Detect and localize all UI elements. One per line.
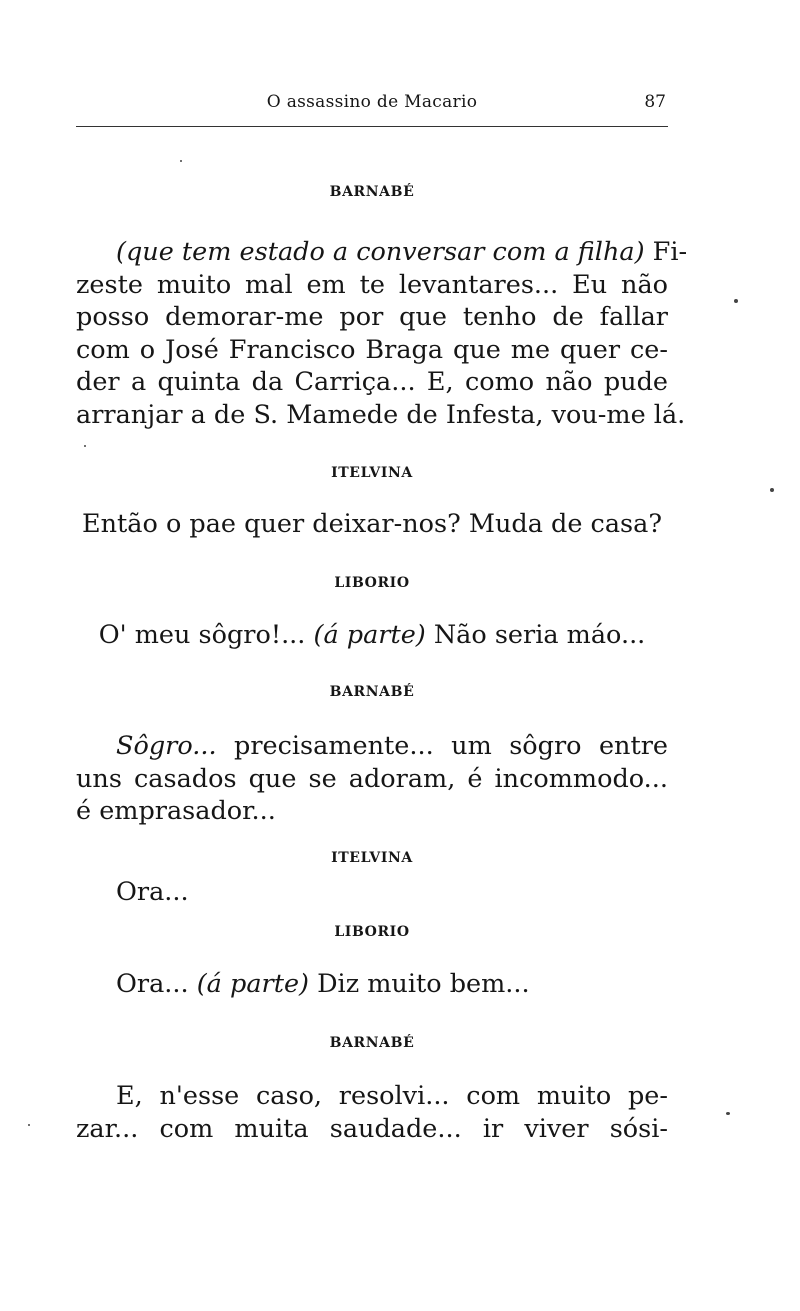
- speech-line: é emprasador...: [76, 796, 276, 826]
- speaker-name: ITELVINA: [331, 465, 413, 481]
- speech-paragraph: [76, 619, 668, 652]
- speaker-name: LIBORIO: [334, 924, 410, 940]
- header-rule: [76, 126, 668, 127]
- speech-line: com o José Francisco Braga que me quer ce-: [76, 334, 668, 365]
- scan-speck: [28, 1124, 30, 1126]
- speech-paragraph: [76, 968, 668, 1001]
- speech-line: E, n'esse caso, resolvi... com muito pe-: [116, 1081, 668, 1111]
- speech-line: Ora... (á parte) Diz muito bem...: [116, 969, 530, 999]
- speech-line: Sôgro... precisamente... um sôgro entre: [116, 731, 668, 761]
- speech-line: Então o pae quer deixar-nos? Muda de casa?: [82, 509, 662, 539]
- stage-direction: (á parte): [196, 969, 309, 999]
- page-number: 87: [644, 92, 666, 112]
- speaker-name: LIBORIO: [334, 575, 410, 591]
- scan-speck: [726, 1112, 730, 1115]
- speech-text: O' meu sôgro!...: [98, 620, 314, 650]
- running-header: [76, 92, 668, 122]
- speech-line: zeste muito mal em te levantares... Eu não: [76, 269, 668, 300]
- speech-line: zar... com muita saudade... ir viver sósi-: [76, 1113, 668, 1144]
- scan-speck: [180, 160, 182, 162]
- scan-speck: [770, 488, 774, 492]
- speech-line: uns casados que se adoram, é incommodo...: [76, 763, 668, 794]
- speaker-name: BARNABÉ: [329, 1035, 415, 1051]
- speech-paragraph: [76, 1080, 668, 1145]
- speech-paragraph: [76, 236, 688, 431]
- speaker-name: BARNABÉ: [329, 184, 415, 200]
- stage-direction: (que tem estado a conversar com a filha): [116, 237, 645, 267]
- speech-line: posso demorar-me por que tenho de fallar: [76, 302, 668, 332]
- speech-line: arranjar a de S. Mamede de Infesta, vou-me lá.: [76, 399, 686, 430]
- running-title: O assassino de Macario: [266, 92, 478, 112]
- speech-paragraph: [76, 730, 668, 828]
- speech-line: der a quinta da Carriça... E, como não pude: [76, 367, 668, 397]
- scan-speck: [734, 299, 738, 303]
- emphasis: Sôgro...: [116, 731, 217, 761]
- speaker-name: ITELVINA: [331, 850, 413, 866]
- speech-text: Não seria máo...: [425, 620, 646, 650]
- speech-line: Ora...: [116, 877, 189, 907]
- stage-direction: (á parte): [313, 620, 426, 650]
- scan-speck: [84, 445, 86, 447]
- speech-line: (que tem estado a conversar com a filha) Fi-: [116, 237, 688, 267]
- speech-paragraph: [76, 876, 668, 909]
- speaker-name: BARNABÉ: [329, 684, 415, 700]
- speech-paragraph: [76, 508, 668, 541]
